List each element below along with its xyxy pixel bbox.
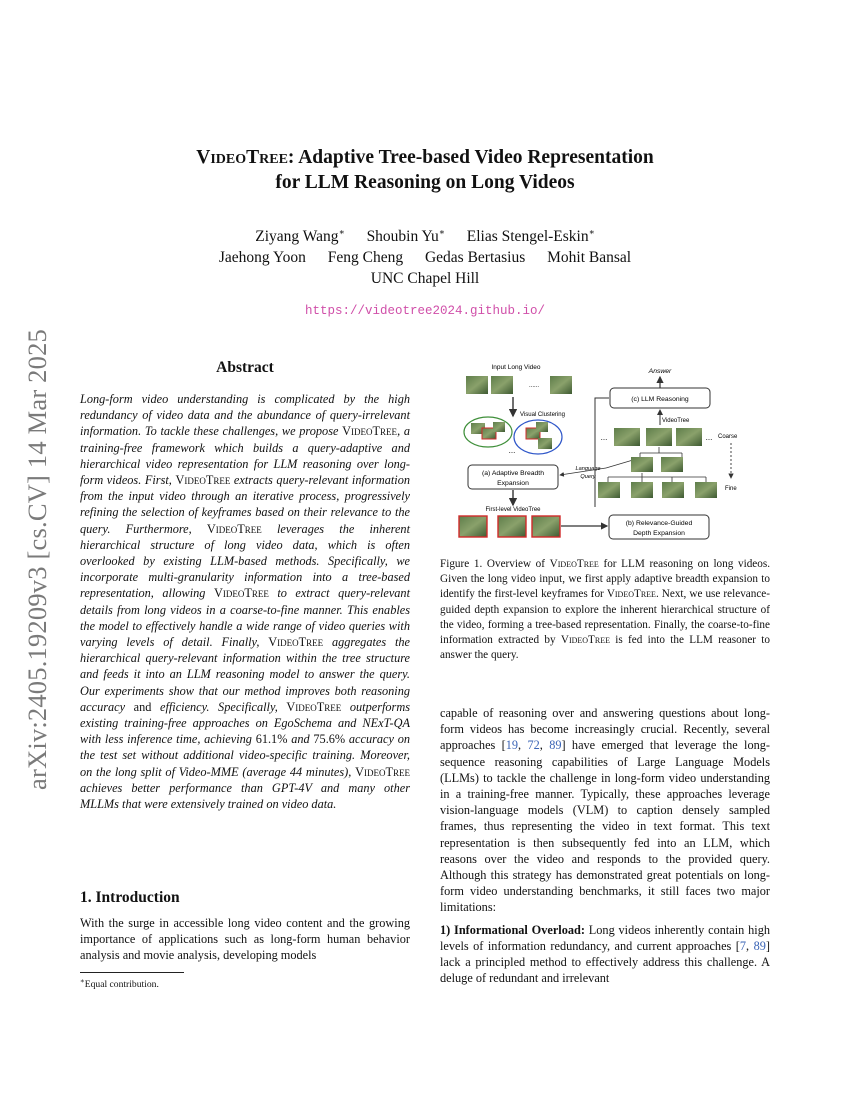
footnote: ∗Equal contribution. [80, 977, 159, 991]
title-line1: : Adaptive Tree-based Video Representation [287, 147, 654, 168]
breadth-box-line1: (a) Adaptive Breadth [482, 470, 544, 477]
equal-contrib-mark: ∗ [438, 226, 445, 237]
tree-ellipsis-right: ... [705, 433, 713, 442]
first-level-label: First-level VideoTree [485, 507, 541, 513]
breadth-box-line2: Expansion [497, 480, 529, 487]
equal-contrib-mark: ∗ [588, 226, 595, 237]
tree-node-level1 [614, 428, 640, 446]
title-line2: for LLM Reasoning on Long Videos [275, 172, 575, 193]
overview-diagram-svg [438, 360, 772, 550]
method-name: VideoTree [268, 635, 324, 650]
author-name: Shoubin Yu [366, 228, 439, 245]
citation-link[interactable]: 19 [505, 738, 519, 753]
tree-node-level1 [646, 428, 672, 446]
coarse-label: Coarse [718, 434, 738, 440]
cluster-thumb [493, 422, 505, 432]
figure-caption: Figure 1. Overview of VideoTree for LLM reasoning on long videos. Given the long video input, we first apply adaptive breadth expansion to identify the first-level keyframes for VideoTree. Next, we use relevance-guided depth expansion to explore the inherent hierarchical structure of the video, forming a tree-based representation. Finally, the coarse-to-fine information extracted by VideoTree is fed into the LLM reasoner to answer the query. [440, 558, 771, 662]
first-level-keyframe [532, 516, 560, 537]
tree-node-level2 [631, 457, 653, 472]
input-video-label: Input Long Video [491, 364, 541, 371]
paragraph: capable of reasoning over and answering questions about long-form videos has become increasingly crucial. Recently, several approaches [19, 72, 89] have emerged that leverage the long-sequence reasoning capabilities of Large Language Models (LLMs) to tackle the challenge in long-form video understanding in a training-free manner. Typically, these approaches leverage vision-language models (VLM) to caption densely sampled frames, thus representing the video in text format. This text representation is then subsequently fed into an LLM, which reasons over the video and responds to the provided query. Although this strategy has demonstrated great potentials on long-form video understanding benchmarks, it still faces two major limitations: [440, 706, 770, 915]
method-name: VideoTree [549, 558, 599, 570]
author-row-1 [150, 226, 700, 247]
author-name: Elias Stengel-Eskin [466, 228, 589, 245]
method-name: VideoTree [342, 424, 398, 439]
tree-node-level3 [695, 482, 717, 498]
author-name: Mohit Bansal [547, 249, 632, 266]
first-level-keyframe [498, 516, 526, 537]
arxiv-identifier-stamp: arXiv:2405.19209v3 [cs.CV] 14 Mar 2025 [22, 329, 52, 790]
paper-title [120, 145, 730, 195]
method-name: VideoTree [175, 473, 231, 488]
language-query-line1: Language [575, 466, 601, 472]
equal-contrib-mark: ∗ [338, 226, 345, 237]
tree-node-level3 [631, 482, 653, 498]
project-url-link[interactable]: https://videotree2024.github.io/ [304, 304, 546, 318]
fine-label: Fine [725, 486, 737, 492]
introduction-text: With the surge in accessible long video content and the growing importance of applications such as long-form human behavior analysis and movie analysis, developing models [80, 916, 410, 963]
depth-box-line1: (b) Relevance-Guided [625, 520, 693, 527]
figure-overview-diagram [438, 360, 772, 550]
author-name: Gedas Bertasius [424, 249, 526, 266]
citation-link[interactable]: 89 [753, 938, 766, 953]
depth-box-line2: Depth Expansion [633, 530, 685, 537]
tree-node-level2 [661, 457, 683, 472]
citation-link[interactable]: 89 [549, 738, 562, 753]
visual-clustering-label: Visual Clustering [520, 412, 565, 418]
llm-box-label: (c) LLM Reasoning [631, 396, 689, 403]
first-level-keyframe [459, 516, 487, 537]
method-name: VideoTree [206, 521, 262, 536]
tree-node-level3 [662, 482, 684, 498]
clusters-ellipsis: ... [508, 446, 516, 455]
answer-label: Answer [648, 368, 672, 375]
right-column-body [440, 705, 770, 992]
footnote-rule [80, 972, 184, 973]
input-frame-thumb [491, 376, 513, 394]
title-method-name: VideoTree [196, 147, 288, 168]
cluster-thumb [538, 438, 552, 449]
citation-link[interactable]: 72 [527, 738, 540, 753]
language-query-line2: Query [580, 474, 596, 480]
limitation-heading: 1) Informational Overload: [440, 922, 585, 937]
author-name: Ziyang Wang [255, 228, 339, 245]
query-line-to-tree [606, 460, 633, 468]
method-name: VideoTree [286, 699, 342, 714]
frames-ellipsis: ...... [528, 383, 540, 389]
method-name: VideoTree [606, 588, 656, 601]
input-frame-thumb [550, 376, 572, 394]
author-block [150, 226, 700, 289]
abstract-heading: Abstract [216, 359, 274, 376]
author-name: Feng Cheng [327, 249, 404, 266]
tree-node-level1 [676, 428, 702, 446]
affiliation: UNC Chapel Hill [370, 270, 480, 287]
tree-ellipsis-left: ... [600, 433, 608, 442]
citation-link[interactable]: 7 [739, 938, 747, 953]
tree-label: VideoTree [662, 418, 690, 424]
author-name: Jaehong Yoon [218, 249, 306, 266]
section-heading-introduction: 1. Introduction [80, 889, 180, 906]
abstract-body: Long-form video understanding is complicated by the high redundancy of video data and the abundance of query-irrelevant information. To tackle these challenges, we propose VideoTree, a training-free framework which builds a query-adaptive and hierarchical video representation for LLM reasoning over long-form videos. First, VideoTree extracts query-relevant information from the input video through an iterative process, progressively refining the selection of keyframes based on their relevance to the query. Furthermore, VideoTree leverages the inherent hierarchical structure of long video data, which is often overlooked by existing LLM-based methods. Specifically, we incorporate multi-granularity information into a tree-based representation, allowing VideoTree to extract query-relevant details from long videos in a coarse-to-fine manner. This enables the model to effectively handle a wide range of video queries with varying levels of detail. Finally, VideoTree aggregates the hierarchical query-relevant information within the tree structure and feeds it into an LLM reasoning model to answer the query. Our experiments show that our method improves both reasoning accuracy and efficiency. Specifically, VideoTree outperforms existing training-free approaches on EgoSchema and NExT-QA with less inference time, achieving 61.1% and 75.6% accuracy on the test set without additional video-specific training. Moreover, on the long split of Video-MME (average 44 minutes), VideoTree achieves better performance than GPT-4V and many other MLLMs that were extensively trained on video data. [80, 392, 411, 812]
cluster-thumb [536, 422, 548, 432]
author-row-2 [150, 247, 700, 268]
input-frame-thumb [466, 376, 488, 394]
method-name: VideoTree [355, 764, 410, 779]
paragraph: 1) Informational Overload: Long videos inherently contain high levels of information redundancy, and current approaches [7, 89] lack a principled method to effectively address this challenge. A deluge of redundant and irrelevant [440, 922, 770, 986]
tree-node-level3 [598, 482, 620, 498]
method-name: VideoTree [560, 634, 610, 647]
method-name: VideoTree [213, 586, 269, 601]
